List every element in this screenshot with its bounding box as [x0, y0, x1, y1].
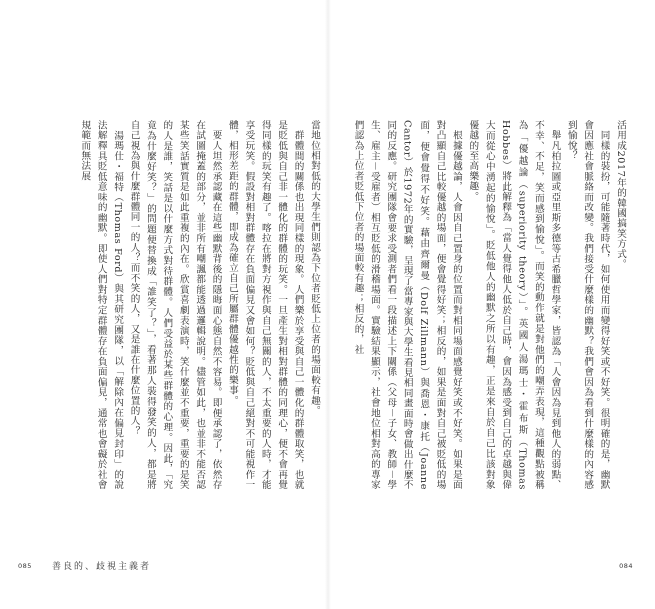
right-page-number: 084 — [619, 562, 633, 570]
right-page-body: 活用成2017年的韓國搞笑方式。 同樣的裝扮，可能隨著時代，如何使用而變得好笑或不好笑。很明確的是，幽默會因應社會脈絡而改變。我們接受什麼樣的幽默？我們會因為看到什麼樣的內容感到愉悅？ 舉凡柏拉圖或亞里斯多德等古希臘哲學家，皆認為「人會因為見到他人的弱點、不幸、不足，笑而感到愉悅」。而笑的動作就是對他們的嘲弄表現，這種觀點被稱為「優越論（superiority theory）」。英國人湯瑪士・霍布斯（Thomas Hobbes）將此解釋為「當人覺得他人低於自己時，會因為感受到自己的卓越與偉大而從心中湧起的愉悅」。貶低他人的幽默之所以有趣，正是來自於自己比該對象優越的至高樂趣。 根據優越論，人會因自己置身的位置而對相同場面感覺好笑或不好笑。如果是面對凸顯自己比較優越的場面，便會覺得好笑；相反的，如果是面對自己被貶低的場面，便會覺得不好笑。藉由齊爾曼（Dolf Zillmann）與喬恩・康托（Joanne Cantor）於1972年的實驗，呈現了當專家與大學生看見相同畫面時會做出什麼不同的反應。研究團隊會要求受測者們看一段描述上下關係（父母－子女、教師－學生、雇主－受雇者）相互貶低的滑稽場面。實驗結果顯示，社會地位相對高的專家們認為上位者貶低下位者的場面較有趣；相反的，社 — [352, 120, 626, 490]
left-page-body: 當地位相對低的大學生們則認為下位者貶低上位者的場面較有趣。 群體間的關係也出現同樣的現象。人們樂於享受與自己一體化的群體取笑，也就是貶低與自己非一體化的群體的玩笑。一旦產生對相對群體的同理心，便不會再覺得同樣的玩笑有趣了。喀拉在將對方視作與自己無關的人，不太重要的人時，才能享受玩笑。假設對相對群體存在負面偏見又會如何？貶低與自己絕對不可能視作一體，相形差距的群體，即成為確立自己所屬群體優越性的樂事。 要人坦然承認藏在這些幽默背後的隱晦面心態自然不容易。即便承認了，依然存在試圖掩蓋的部分，並非所有嘲諷都能透過邏輯說明。儘管如此，也並非不能否認某些笑話實質是如此重複的內在。欣賞喜劇表演時，笑什麼並不重要，重要的是笑的人是誰，笑話是以什麼方式對待群體。人們受益於某些群體的心理。因此，「究竟為什麼好笑？」的問題便替換成「誰笑了？」，看著那人裝得發笑的人，都是將自己視為與什麼群體同一的人？而不笑的人，又是誰在什麼位置的人？ 湯瑪仕・福特（Thomas Ford）與其研究團隊，以「解除內在偏見封印」的說法解釋具貶低意味的幽默。即使人們對特定群體存在負面偏見，通常也會礙於社會規範而無法展 — [79, 120, 320, 490]
left-page-number: 085 — [18, 562, 32, 570]
right-page — [328, 0, 655, 609]
running-title: 善良的、歧視主義者 — [52, 562, 152, 572]
left-page — [0, 0, 327, 609]
